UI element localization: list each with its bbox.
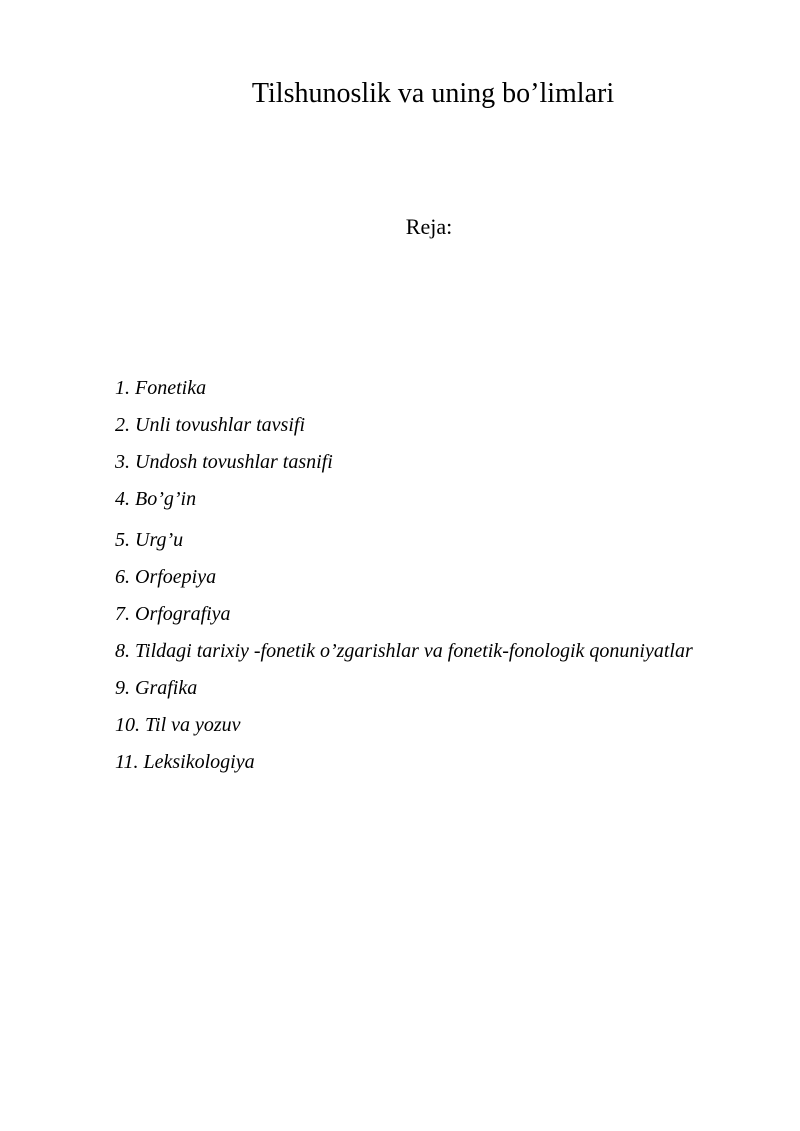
plan-item-8: 8. Tildagi tarixiy -fonetik o’zgarishlar va fonetik-fonologik qonuniyatlar — [115, 640, 693, 662]
plan-item-7: 7. Orfografiya — [115, 603, 231, 625]
plan-heading: Reja: — [405, 214, 453, 239]
plan-item-5: 5. Urg’u — [115, 529, 184, 551]
plan-item-2: 2. Unli tovushlar tavsifi — [115, 414, 305, 436]
plan-item-9: 9. Grafika — [115, 677, 198, 699]
plan-item-11: 11. Leksikologiya — [115, 751, 255, 773]
plan-item-1: 1. Fonetika — [115, 377, 207, 399]
plan-item-4: 4. Bo’g’in — [115, 488, 197, 510]
plan-item-6: 6. Orfoepiya — [115, 566, 217, 588]
plan-item-3: 3. Undosh tovushlar tasnifi — [115, 451, 333, 473]
document-title: Tilshunoslik va uning bo’limlari — [251, 78, 615, 109]
plan-item-10: 10. Til va yozuv — [115, 714, 241, 736]
